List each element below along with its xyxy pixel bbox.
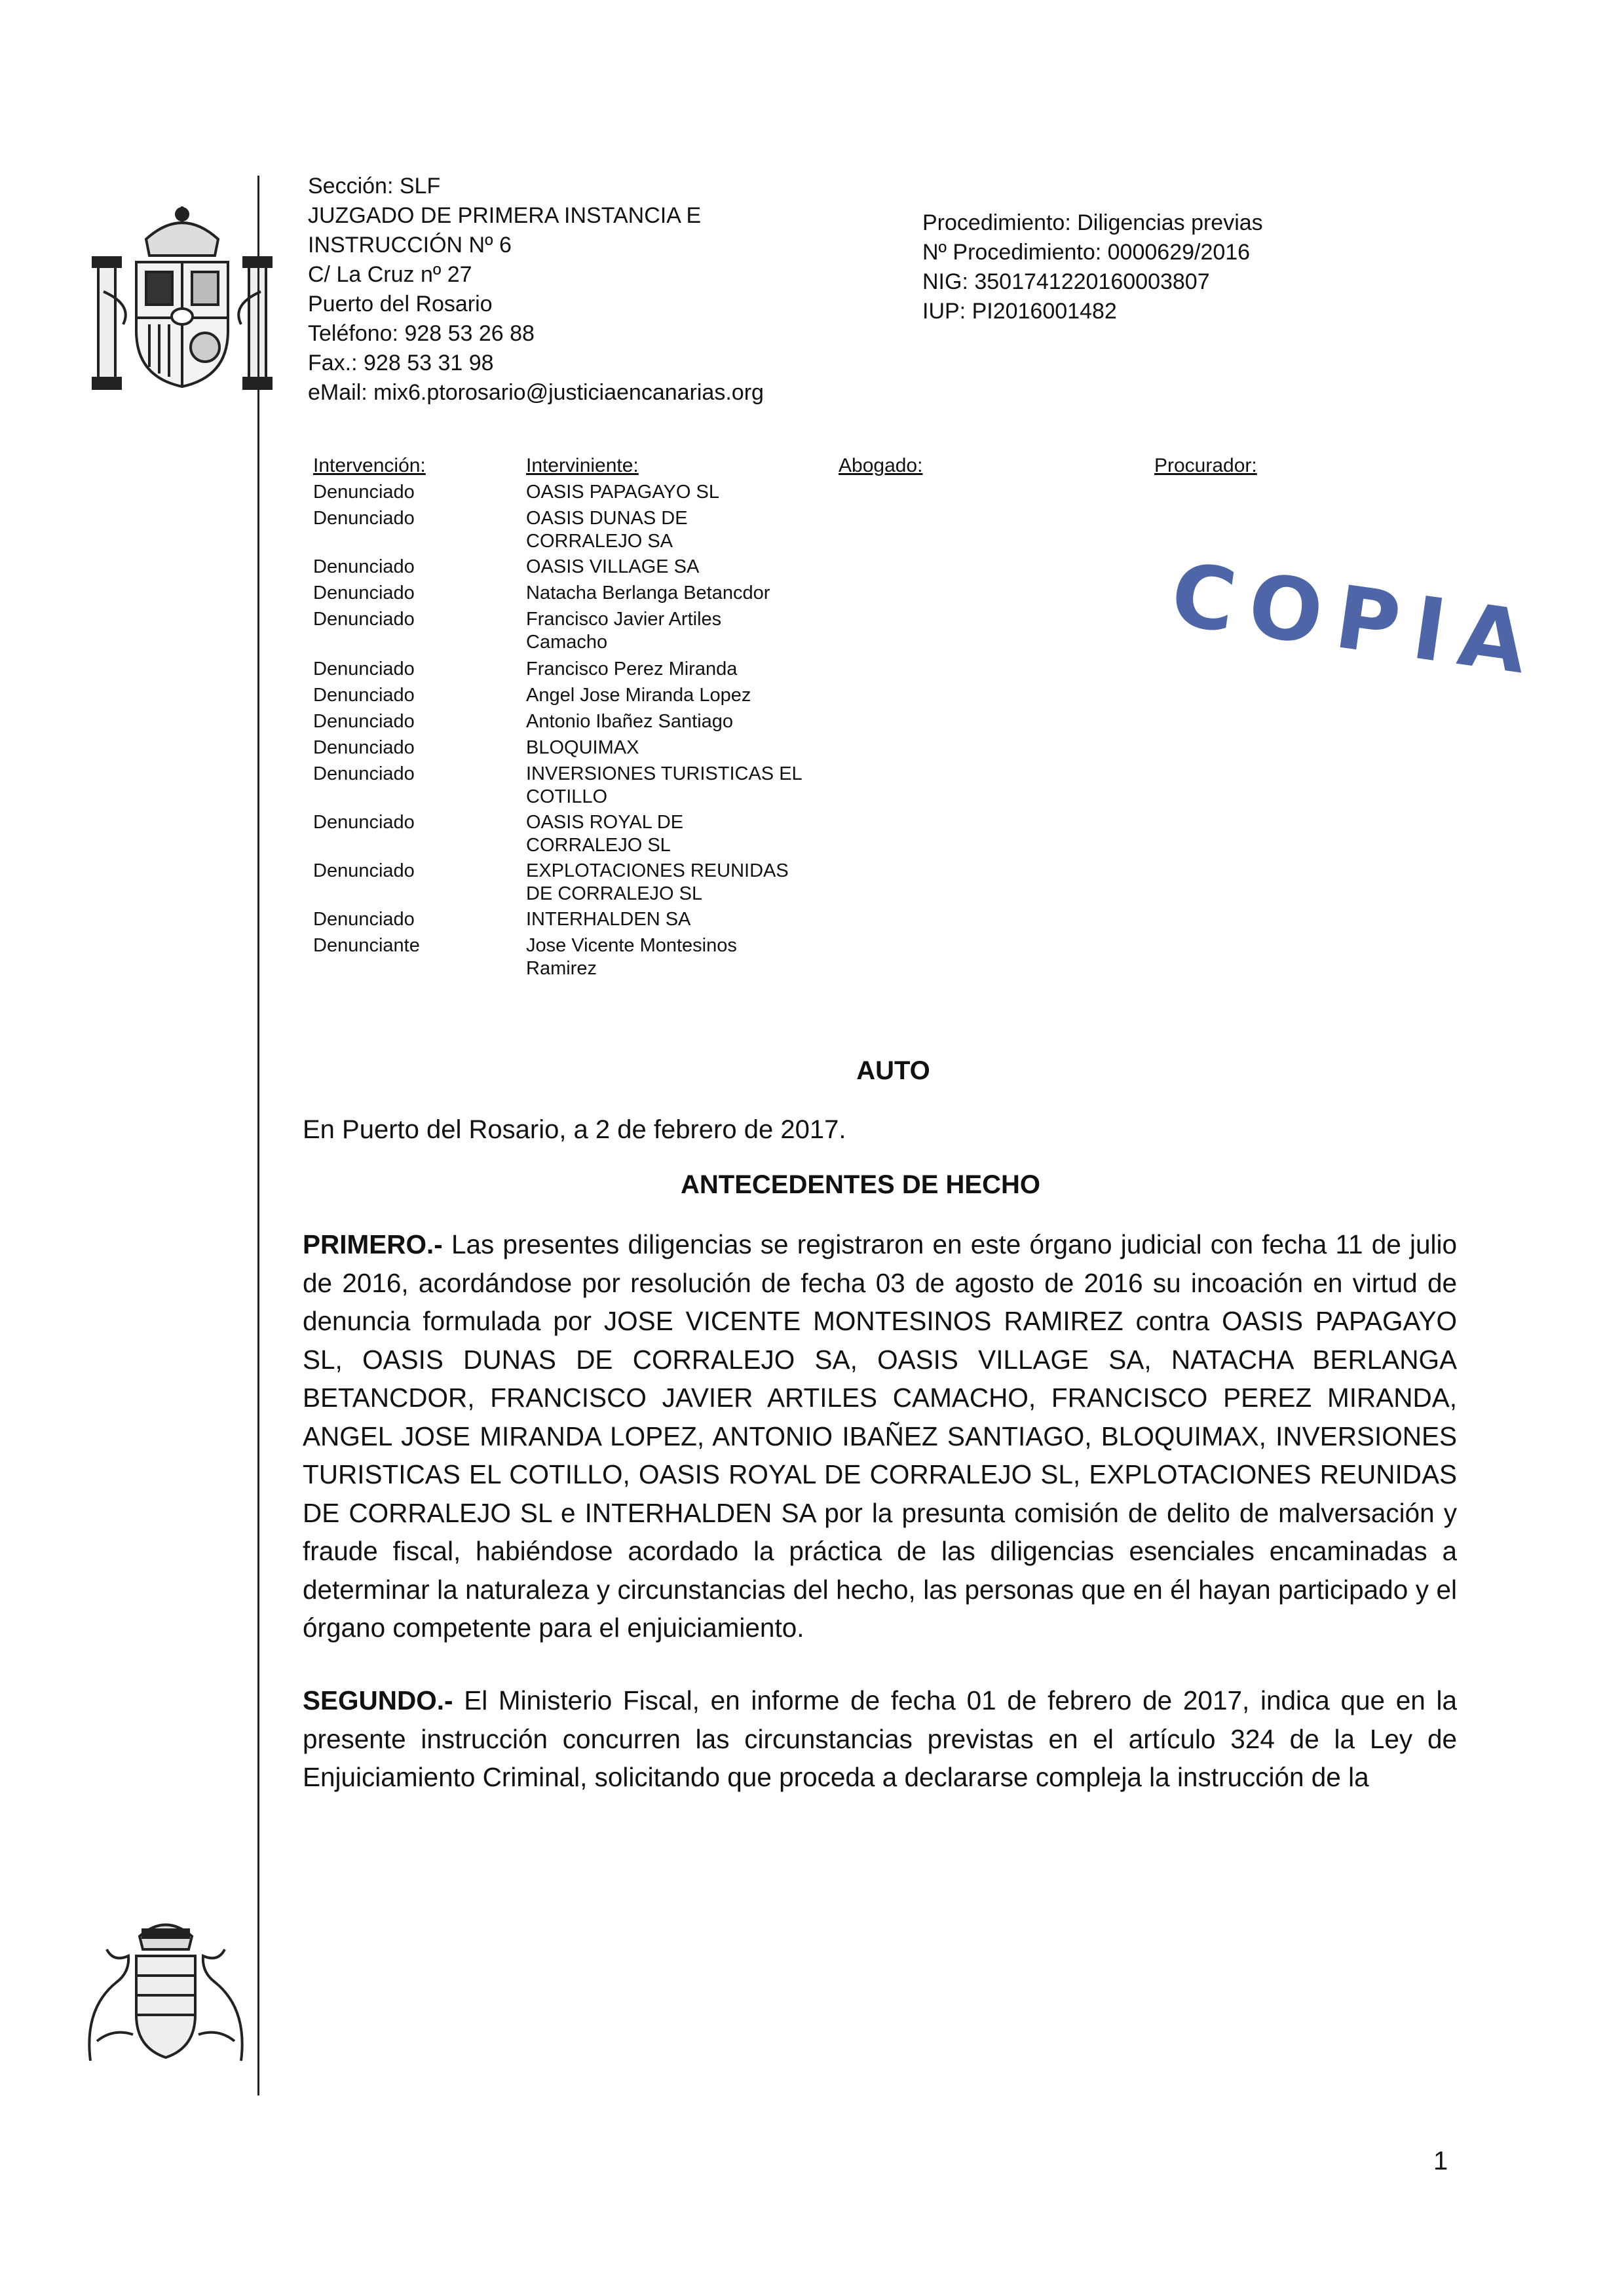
procedure-number: Nº Procedimiento: 0000629/2016 — [922, 240, 1251, 265]
abogado-header: Abogado: — [839, 455, 923, 476]
court-name-line-1: JUZGADO DE PRIMERA INSTANCIA E — [308, 203, 702, 228]
party-name: Francisco Javier Artiles Camacho — [526, 609, 722, 653]
procurador-header: Procurador: — [1154, 455, 1257, 476]
party-role: Denunciado — [313, 812, 415, 833]
party-name: Natacha Berlanga Betancdor — [526, 583, 770, 603]
party-name: INTERHALDEN SA — [526, 909, 691, 930]
party-name: OASIS PAPAGAYO SL — [526, 482, 719, 503]
party-role: Denunciado — [313, 583, 415, 603]
court-fax: Fax.: 928 53 31 98 — [308, 351, 494, 375]
court-header — [308, 172, 764, 408]
section-line: Sección: SLF — [308, 174, 441, 199]
document-title: AUTO — [856, 1056, 930, 1085]
spain-coat-of-arms-icon — [84, 200, 280, 396]
paragraph-lead: SEGUNDO.- — [303, 1685, 453, 1715]
party-role: Denunciado — [313, 763, 415, 784]
party-role: Denunciante — [313, 935, 420, 956]
party-role: Denunciado — [313, 482, 415, 503]
party-role: Denunciado — [313, 860, 415, 881]
court-address: C/ La Cruz nº 27 — [308, 262, 472, 287]
party-role: Denunciado — [313, 685, 415, 706]
paragraph-text: El Ministerio Fiscal, en informe de fecha 01 de febrero de 2017, indica que en la presente instrucción concurren las circunstancias previstas en el artículo 324 de la Ley de Enjuiciamiento Criminal, solicitando que proceda a declararse compleja la instrucción de la — [303, 1685, 1457, 1792]
party-role: Denunciado — [313, 508, 415, 529]
party-name: Antonio Ibañez Santiago — [526, 711, 734, 732]
party-name: EXPLOTACIONES REUNIDAS DE CORRALEJO SL — [526, 860, 789, 904]
court-phone: Teléfono: 928 53 26 88 — [308, 321, 535, 346]
party-name: BLOQUIMAX — [526, 737, 639, 758]
party-role: Denunciado — [313, 556, 415, 577]
party-name: Angel Jose Miranda Lopez — [526, 685, 751, 706]
party-role: Denunciado — [313, 737, 415, 758]
paragraph-primero — [303, 1225, 1457, 1647]
interviniente-header: Interviniente: — [526, 455, 639, 476]
party-role: Denunciado — [313, 711, 415, 732]
party-role: Denunciado — [313, 659, 415, 679]
procedure-info — [922, 208, 1263, 326]
canarias-coat-of-arms-icon — [77, 1910, 254, 2067]
party-name: Francisco Perez Miranda — [526, 659, 738, 679]
copia-stamp: COPIA — [1165, 544, 1547, 696]
court-city: Puerto del Rosario — [308, 292, 493, 316]
party-name: OASIS ROYAL DE CORRALEJO SL — [526, 812, 684, 856]
party-name: INVERSIONES TURISTICAS EL COTILLO — [526, 763, 802, 807]
page-number: 1 — [1433, 2147, 1448, 2175]
procedure-type: Procedimiento: Diligencias previas — [922, 210, 1263, 235]
paragraph-lead: PRIMERO.- — [303, 1229, 443, 1259]
court-email: eMail: mix6.ptorosario@justiciaencanarias.org — [308, 380, 764, 405]
iup-number: IUP: PI2016001482 — [922, 299, 1117, 324]
intervencion-header: Intervención: — [313, 455, 426, 476]
paragraph-text: Las presentes diligencias se registraron en este órgano judicial con fecha 11 de julio de 2016, acordándose por resolución de fecha 03 de agosto de 2016 su incoación en virtud de denuncia formulada por JOSE VICENTE MONTESINOS RAMIREZ contra OASIS PAPAGAYO SL, OASIS DUNAS DE CORRALEJO SA, OASIS VILLAGE SA, NATACHA BERLANGA BETANCDOR, FRANCISCO JAVIER ARTILES CAMACHO, FRANCISCO PEREZ MIRANDA, ANGEL JOSE MIRANDA LOPEZ, ANTONIO IBAÑEZ SANTIAGO, BLOQUIMAX, INVERSIONES TURISTICAS EL COTILLO, OASIS ROYAL DE CORRALEJO SL, EXPLOTACIONES REUNIDAS DE CORRALEJO SL e INTERHALDEN SA por la presunta comisión de delito de malversación y fraude fiscal, habiéndose acordado la práctica de las diligencias esenciales encaminadas a determinar la naturaleza y circunstancias del hecho, las personas que en él hayan participado y el órgano competente para el enjuiciamiento. — [303, 1229, 1457, 1643]
party-name: OASIS VILLAGE SA — [526, 556, 700, 577]
place-date: En Puerto del Rosario, a 2 de febrero de 2017. — [303, 1115, 846, 1144]
party-name: Jose Vicente Montesinos Ramirez — [526, 935, 737, 979]
party-role: Denunciado — [313, 609, 415, 630]
section-heading: ANTECEDENTES DE HECHO — [681, 1170, 1040, 1199]
nig-number: NIG: 3501741220160003807 — [922, 269, 1210, 294]
court-name-line-2: INSTRUCCIÓN Nº 6 — [308, 233, 512, 258]
margin-rule — [257, 176, 259, 2095]
paragraph-segundo — [303, 1681, 1457, 1797]
party-name: OASIS DUNAS DE CORRALEJO SA — [526, 508, 688, 552]
party-role: Denunciado — [313, 909, 415, 930]
